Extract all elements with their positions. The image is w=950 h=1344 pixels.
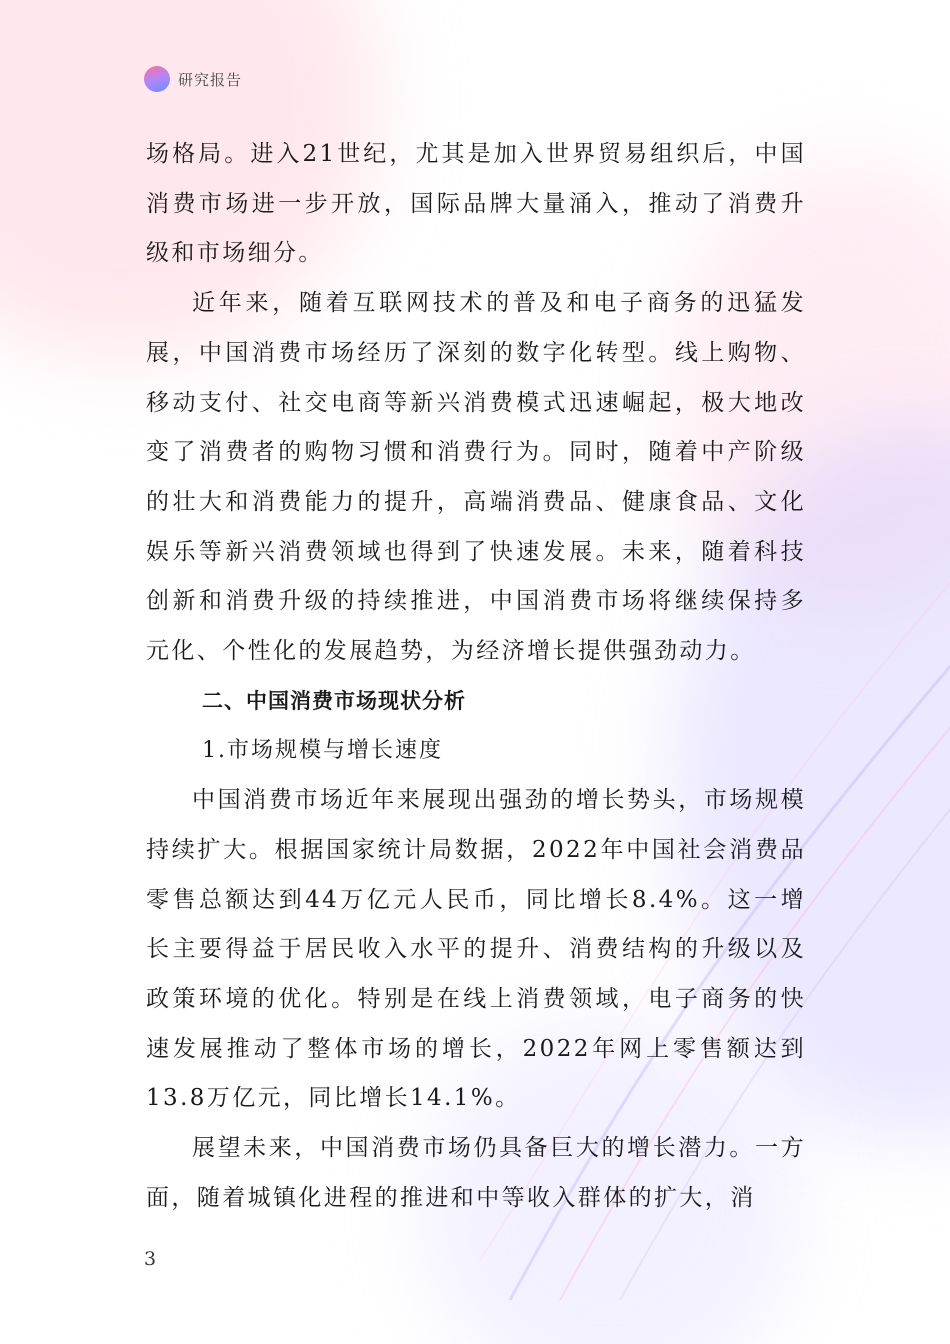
subsection-heading: 1.市场规模与增长速度 xyxy=(202,738,443,764)
section-heading: 二、中国消费市场现状分析 xyxy=(202,688,466,713)
page-number: 3 xyxy=(144,1248,157,1270)
logo-icon xyxy=(144,66,170,92)
report-header xyxy=(144,66,242,92)
paragraph-digital-transformation: 近年来，随着互联网技术的普及和电子商务的迅猛发展，中国消费市场经历了深刻的数字化转型。线上购物、移动支付、社交电商等新兴消费模式迅速崛起，极大地改变了消费者的购物习惯和消费行为。同时，随着中产阶级的壮大和消费能力的提升，高端消费品、健康食品、文化娱乐等新兴消费领域也得到了快速发展。未来，随着科技创新和消费升级的持续推进，中国消费市场将继续保持多元化、个性化的发展趋势，为经济增长提供强劲动力。 xyxy=(146,290,806,665)
document-body xyxy=(146,130,806,1223)
header-title: 研究报告 xyxy=(178,70,243,89)
paragraph-market-size: 中国消费市场近年来展现出强劲的增长势头，市场规模持续扩大。根据国家统计局数据，2022年中国社会消费品零售总额达到44万亿元人民币，同比增长8.4%。这一增长主要得益于居民收入水平的提升、消费结构的升级以及政策环境的优化。特别是在线上消费领域，电子商务的快速发展推动了整体市场的增长，2022年网上零售额达到13.8万亿元，同比增长14.1%。 xyxy=(146,787,806,1112)
paragraph-outlook: 展望未来，中国消费市场仍具备巨大的增长潜力。一方面，随着城镇化进程的推进和中等收入群体的扩大，消 xyxy=(146,1135,806,1211)
paragraph-continued: 场格局。进入21世纪，尤其是加入世界贸易组织后，中国消费市场进一步开放，国际品牌大量涌入，推动了消费升级和市场细分。 xyxy=(146,141,806,267)
